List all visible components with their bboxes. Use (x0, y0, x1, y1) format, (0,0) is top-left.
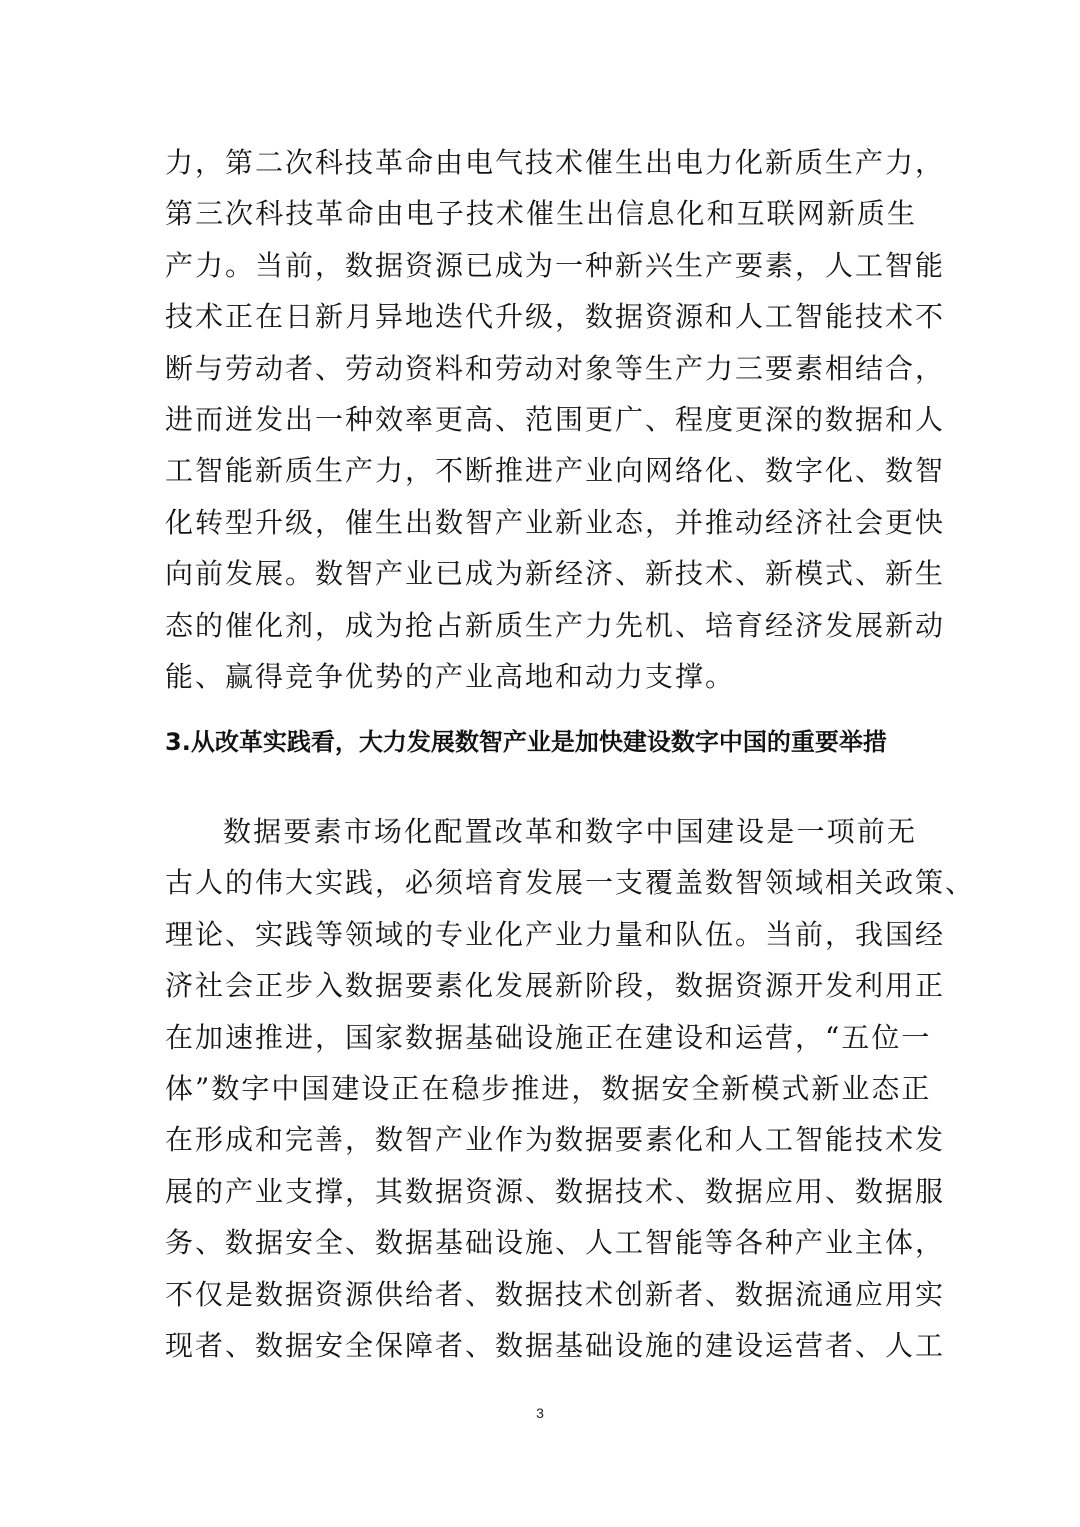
paragraph-line: 务、数据安全、数据基础设施、人工智能等各种产业主体， (165, 1226, 946, 1260)
paragraph-line: 技术正在日新月异地迭代升级，数据资源和人工智能技术不 (165, 300, 946, 334)
paragraph-line: 进而迸发出一种效率更高、范围更广、程度更深的数据和人 (165, 402, 946, 436)
paragraph-line: 古人的伟大实践，必须培育发展一支覆盖数智领域相关政策、 (165, 866, 976, 900)
paragraph-line: 化转型升级，催生出数智产业新业态，并推动经济社会更快 (165, 505, 946, 539)
paragraph-line: 体”数字中国建设正在稳步推进，数据安全新模式新业态正 (165, 1071, 932, 1105)
paragraph-line: 态的催化剂，成为抢占新质生产力先机、培育经济发展新动 (165, 608, 946, 642)
paragraph-line: 向前发展。数智产业已成为新经济、新技术、新模式、新生 (165, 557, 946, 591)
paragraph-line: 力，第二次科技革命由电气技术催生出电力化新质生产力， (165, 146, 946, 179)
paragraph-line: 展的产业支撑，其数据资源、数据技术、数据应用、数据服 (165, 1174, 946, 1208)
paragraph-line: 第三次科技革命由电子技术催生出信息化和互联网新质生 (165, 197, 917, 231)
body-paragraph-1 (165, 137, 946, 702)
body-paragraph-2 (165, 806, 976, 1371)
paragraph-line: 在形成和完善，数智产业作为数据要素化和人工智能技术发 (165, 1123, 946, 1157)
paragraph-line: 济社会正步入数据要素化发展新阶段，数据资源开发利用正 (165, 969, 946, 1003)
paragraph-line: 不仅是数据资源供给者、数据技术创新者、数据流通应用实 (165, 1277, 946, 1311)
paragraph-line: 工智能新质生产力，不断推进产业向网络化、数字化、数智 (165, 454, 946, 488)
paragraph-line: 断与劳动者、劳动资料和劳动对象等生产力三要素相结合， (165, 351, 946, 385)
paragraph-line: 能、赢得竞争优势的产业高地和动力支撑。 (165, 659, 736, 693)
paragraph-line: 在加速推进，国家数据基础设施正在建设和运营，“五位一 (165, 1020, 932, 1054)
paragraph-line: 数据要素市场化配置改革和数字中国建设是一项前无 (223, 815, 917, 848)
section-heading: 3.从改革实践看，大力发展数智产业是加快建设数字中国的重要举措 (165, 728, 887, 756)
paragraph-line: 现者、数据安全保障者、数据基础设施的建设运营者、人工 (165, 1328, 946, 1362)
page-number: 3 (536, 1405, 544, 1421)
paragraph-line: 理论、实践等领域的专业化产业力量和队伍。当前，我国经 (165, 917, 946, 951)
paragraph-line: 产力。当前，数据资源已成为一种新兴生产要素，人工智能 (165, 248, 946, 282)
